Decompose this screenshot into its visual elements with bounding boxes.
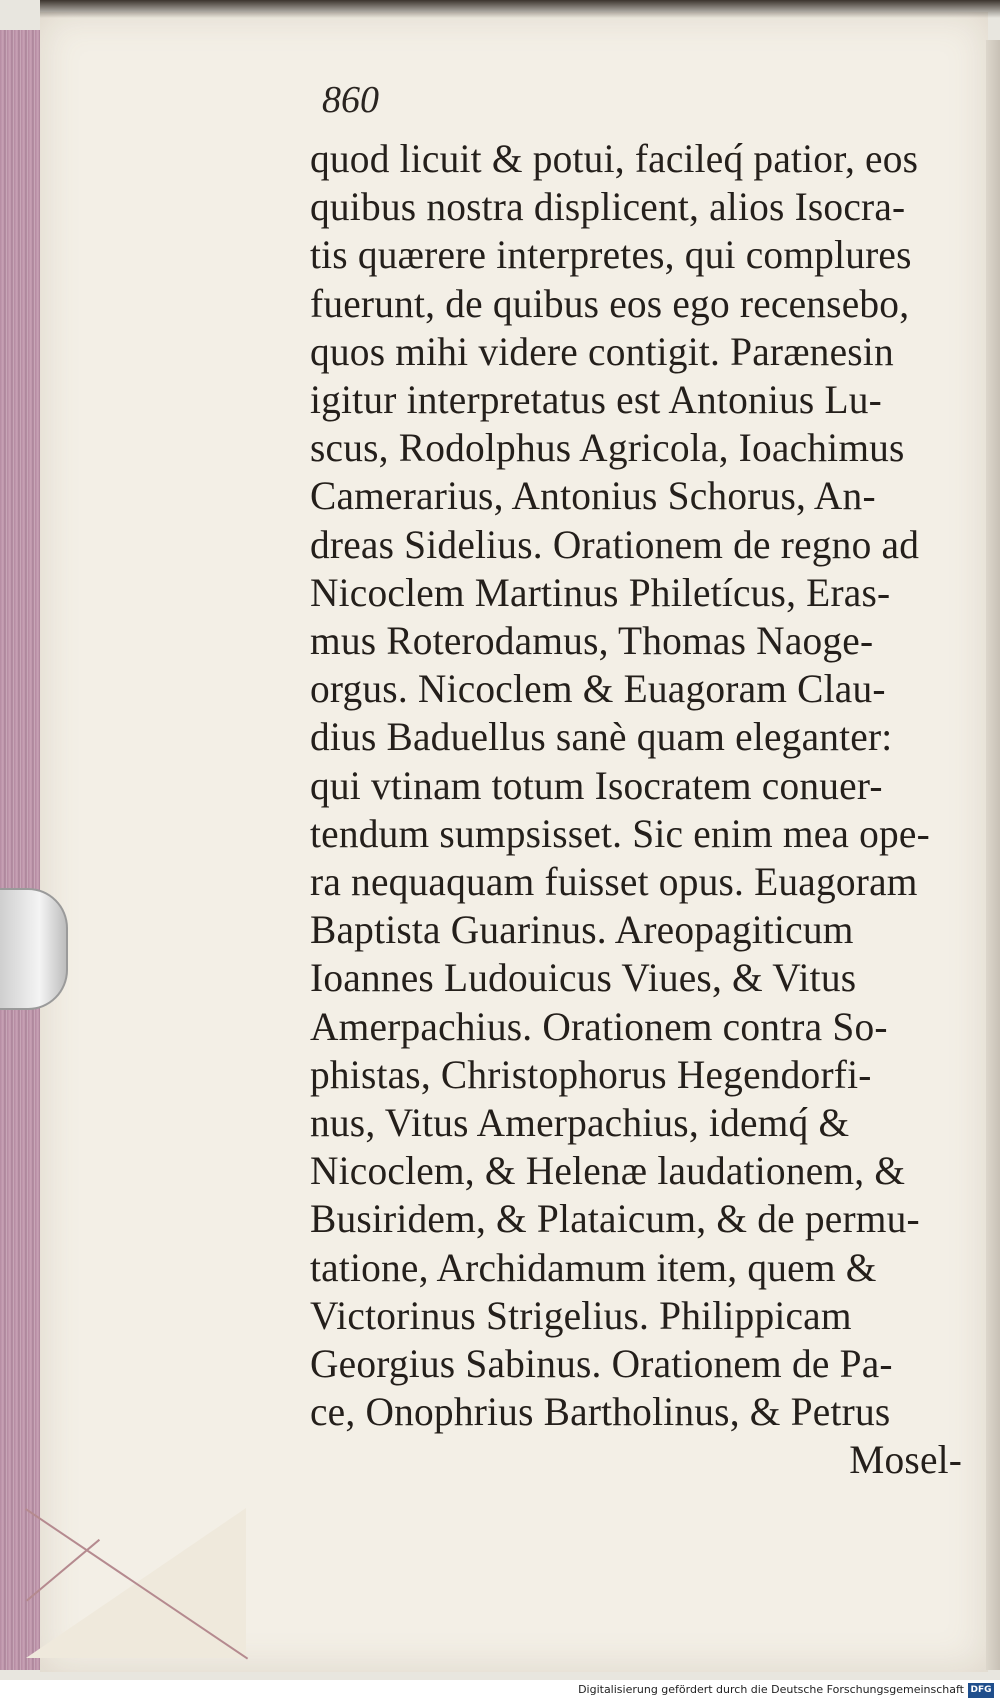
text-line: Camerarius, Antonius Schorus, An-	[310, 473, 876, 519]
text-line: scus, Rodolphus Agricola, Ioachimus	[310, 425, 905, 471]
text-line: Busiridem, & Plataicum, & de permu-	[310, 1196, 920, 1242]
text-line: mus Roterodamus, Thomas Naoge-	[310, 618, 874, 664]
text-line: Nicoclem, & Helenæ laudationem, &	[310, 1148, 906, 1194]
text-line: Amerpachius. Orationem contra So-	[310, 1003, 888, 1049]
text-line: tis quærere interpretes, qui complures	[310, 232, 912, 278]
text-line: tendum sumpsisset. Sic enim mea ope-	[310, 810, 930, 856]
footer-bar	[0, 1680, 1000, 1702]
footer-funding-text: Digitalisierung gefördert durch die Deutsche Forschungsgemeinschaft	[578, 1683, 964, 1696]
text-line: ra nequaquam fuisset opus. Euagoram	[310, 859, 918, 905]
page-number: 860	[322, 79, 379, 121]
text-line: dreas Sidelius. Orationem de regno ad	[310, 521, 920, 567]
text-line: nus, Vitus Amerpachius, idemq́ &	[310, 1100, 850, 1146]
text-line: Georgius Sabinus. Orationem de Pa-	[310, 1341, 893, 1387]
text-line: qui vtinam totum Isocratem conuer-	[310, 762, 883, 808]
text-line: quos mihi videre contigit. Parænesin	[310, 328, 894, 374]
text-line: Ioannes Ludouicus Viues, & Vitus	[310, 955, 857, 1001]
text-line: Victorinus Strigelius. Philippicam	[310, 1292, 852, 1338]
text-line: quod licuit & potui, facileq́ patior, eos	[310, 136, 919, 181]
text-line: igitur interpretatus est Antonius Lu-	[310, 377, 882, 423]
text-line: phistas, Christophorus Hegendorfi-	[310, 1051, 872, 1097]
text-line: tatione, Archidamum item, quem &	[310, 1244, 877, 1290]
dfg-logo-icon: DFG	[968, 1683, 994, 1698]
page-clip	[0, 888, 68, 1010]
text-line: Nicoclem Martinus Philetícus, Eras-	[310, 569, 891, 615]
text-line: ce, Onophrius Bartholinus, & Petrus	[310, 1389, 891, 1435]
top-shadow	[40, 0, 1000, 18]
text-line: quibus nostra displicent, alios Isocra-	[310, 184, 906, 230]
text-line: orgus. Nicoclem & Euagoram Clau-	[310, 666, 886, 712]
catchword: Mosel-	[849, 1437, 963, 1483]
book-right-edge	[986, 40, 1000, 1670]
text-line: fuerunt, de quibus eos ego recensebo,	[310, 280, 910, 326]
text-line: Baptista Guarinus. Areopagiticum	[310, 907, 854, 953]
text-line: dius Baduellus sanè quam eleganter:	[310, 714, 893, 760]
body-text	[310, 135, 980, 1485]
